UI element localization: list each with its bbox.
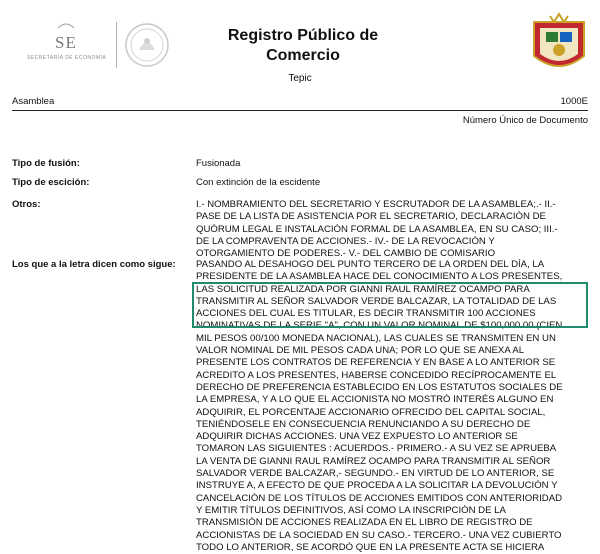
logo-subtitle: SECRETARÍA DE ECONOMÍA (27, 55, 107, 61)
city-label: Tepic (288, 73, 312, 84)
otros-text: I.- NOMBRAMIENTO DEL SECRETARIO Y ESCRUTADOR DE LA ASAMBLEA;.- II.- PASE DE LA LISTA DE ASISTENCIA POR EL SECRETARIO, DECLARACIÓN DE QUÓRUM LEGAL E INSTALACIÓN FORMAL DE LA ASAMBLEA, EN SU CASO; III.- DE LA COMPRAVENTA DE ACCIONES.- IV.- DE LA REVOCACIÓN Y OTORGAMIENTO DE PODERES.- V.- DEL CAMBIO DE COMISARIO (196, 199, 558, 260)
field-label: Otros: (12, 199, 41, 210)
field-label: Los que a la letra dicen como sigue: (12, 259, 176, 270)
field-label: Tipo de fusión: (12, 158, 80, 169)
eagle-mark-icon (56, 20, 76, 30)
state-crest-icon (528, 12, 590, 76)
field-label: Tipo de escición: (12, 177, 90, 188)
document-header (0, 0, 600, 90)
unique-number-label: Número Único de Documento (462, 115, 588, 126)
letra-text: PASANDO AL DESAHOGO DEL PUNTO TERCERO DE LA ORDEN DEL DÍA, LA PRESIDENTE DE LA ASAMBLEA HACE DEL CONOCIMIENTO A LOS PRESENTES, LAS SOLICITUD REALIZADA POR GIANNI RAUL RAMÍREZ OCAMPO PARA TRANSMITIR AL SEÑOR SALVADOR VERDE BALCAZAR, LA TOTALIDAD DE LAS ACCIONES DEL CUAL ES TITULAR, ES DECIR TRANSMITIR 100 ACCIONES NOMINATIVAS DE LA SERIE "A", CON UN VALOR NOMINAL DE $100,000.00 (CIEN MIL PESOS 00/100 MONEDA NACIONAL), LAS CUALES SE TRANSMITEN EN UN VALOR NOMINAL DE MIL PESOS CADA UNA; POR LO QUE SE ANEXA AL PRESENTE LOS CONTRATOS DE REFERENCIA Y EN BASE A LO ANTERIOR SE ACREDITO A LOS PRESENTES, HABERSE CONCEDIDO RECÍPROCAMENTE EL DERECHO DE PREFERENCIA ESTABLECIDO EN LOS ESTATUTOS SOCIALES DE LA EMPRESA, Y A LO QUE EL ACCIONISTA NO MOSTRÓ INTERÉS ALGUNO EN ADQUIRIR, EL PORCENTAJE ACCIONARIO OFRECIDO DEL CAPITAL SOCIAL, TENIÉNDOSELE EN CONSECUENCIA RENUNCIANDO A SU DERECHO DE ADQUIRIR DICHAS ACCIONES. UNA VEZ EXPUESTO LO ANTERIOR SE TOMARON LAS SIGUIENTES : ACUERDOS.- PRIMERO.- A SU VEZ SE APRUEBA LA VENTA DE GIANNI RAUL RAMÍREZ OCAMPO PARA TRANSMITIR AL SEÑOR SALVADOR VERDE BALCAZAR,- SEGUNDO.- EN VIRTUD DE LO ANTERIOR, SE INSTRUYE A, A EFECTO DE QUE PROCEDA A LA SOLICITAR LA DEVOLUCIÓN Y CANCELACIÓN DE LOS TÍTULOS DE ACCIONES EMITIDOS CON ANTERIORIDAD Y EMITIR TÍTULOS DEFINITIVOS, ASÍ COMO LA INSCRIPCIÓN DE LA TRANSMISIÓN DE ACCIONES REALIZADA EN EL LIBRO DE REGISTRO DE ACCIONISTAS DE LA SOCIEDAD EN SU CASO.- TERCERO.- UNA VEZ CUBIERTO TODO LO ANTERIOR, SE ACORDÓ QUE EN LA PRESENTE ACTA SE HICIERA (196, 259, 563, 553)
document-code: 1000E (560, 96, 588, 107)
document-type: Asamblea (12, 96, 55, 107)
field-value: Fusionada (196, 158, 241, 169)
document-topline (12, 96, 588, 111)
national-seal-icon (124, 22, 170, 68)
page-title: Registro Público de Comercio (227, 27, 379, 64)
se-logo (18, 14, 138, 74)
logo-divider (116, 22, 117, 68)
field-value: Con extinción de la escidente (196, 177, 321, 188)
logo-text: SE (55, 33, 77, 52)
